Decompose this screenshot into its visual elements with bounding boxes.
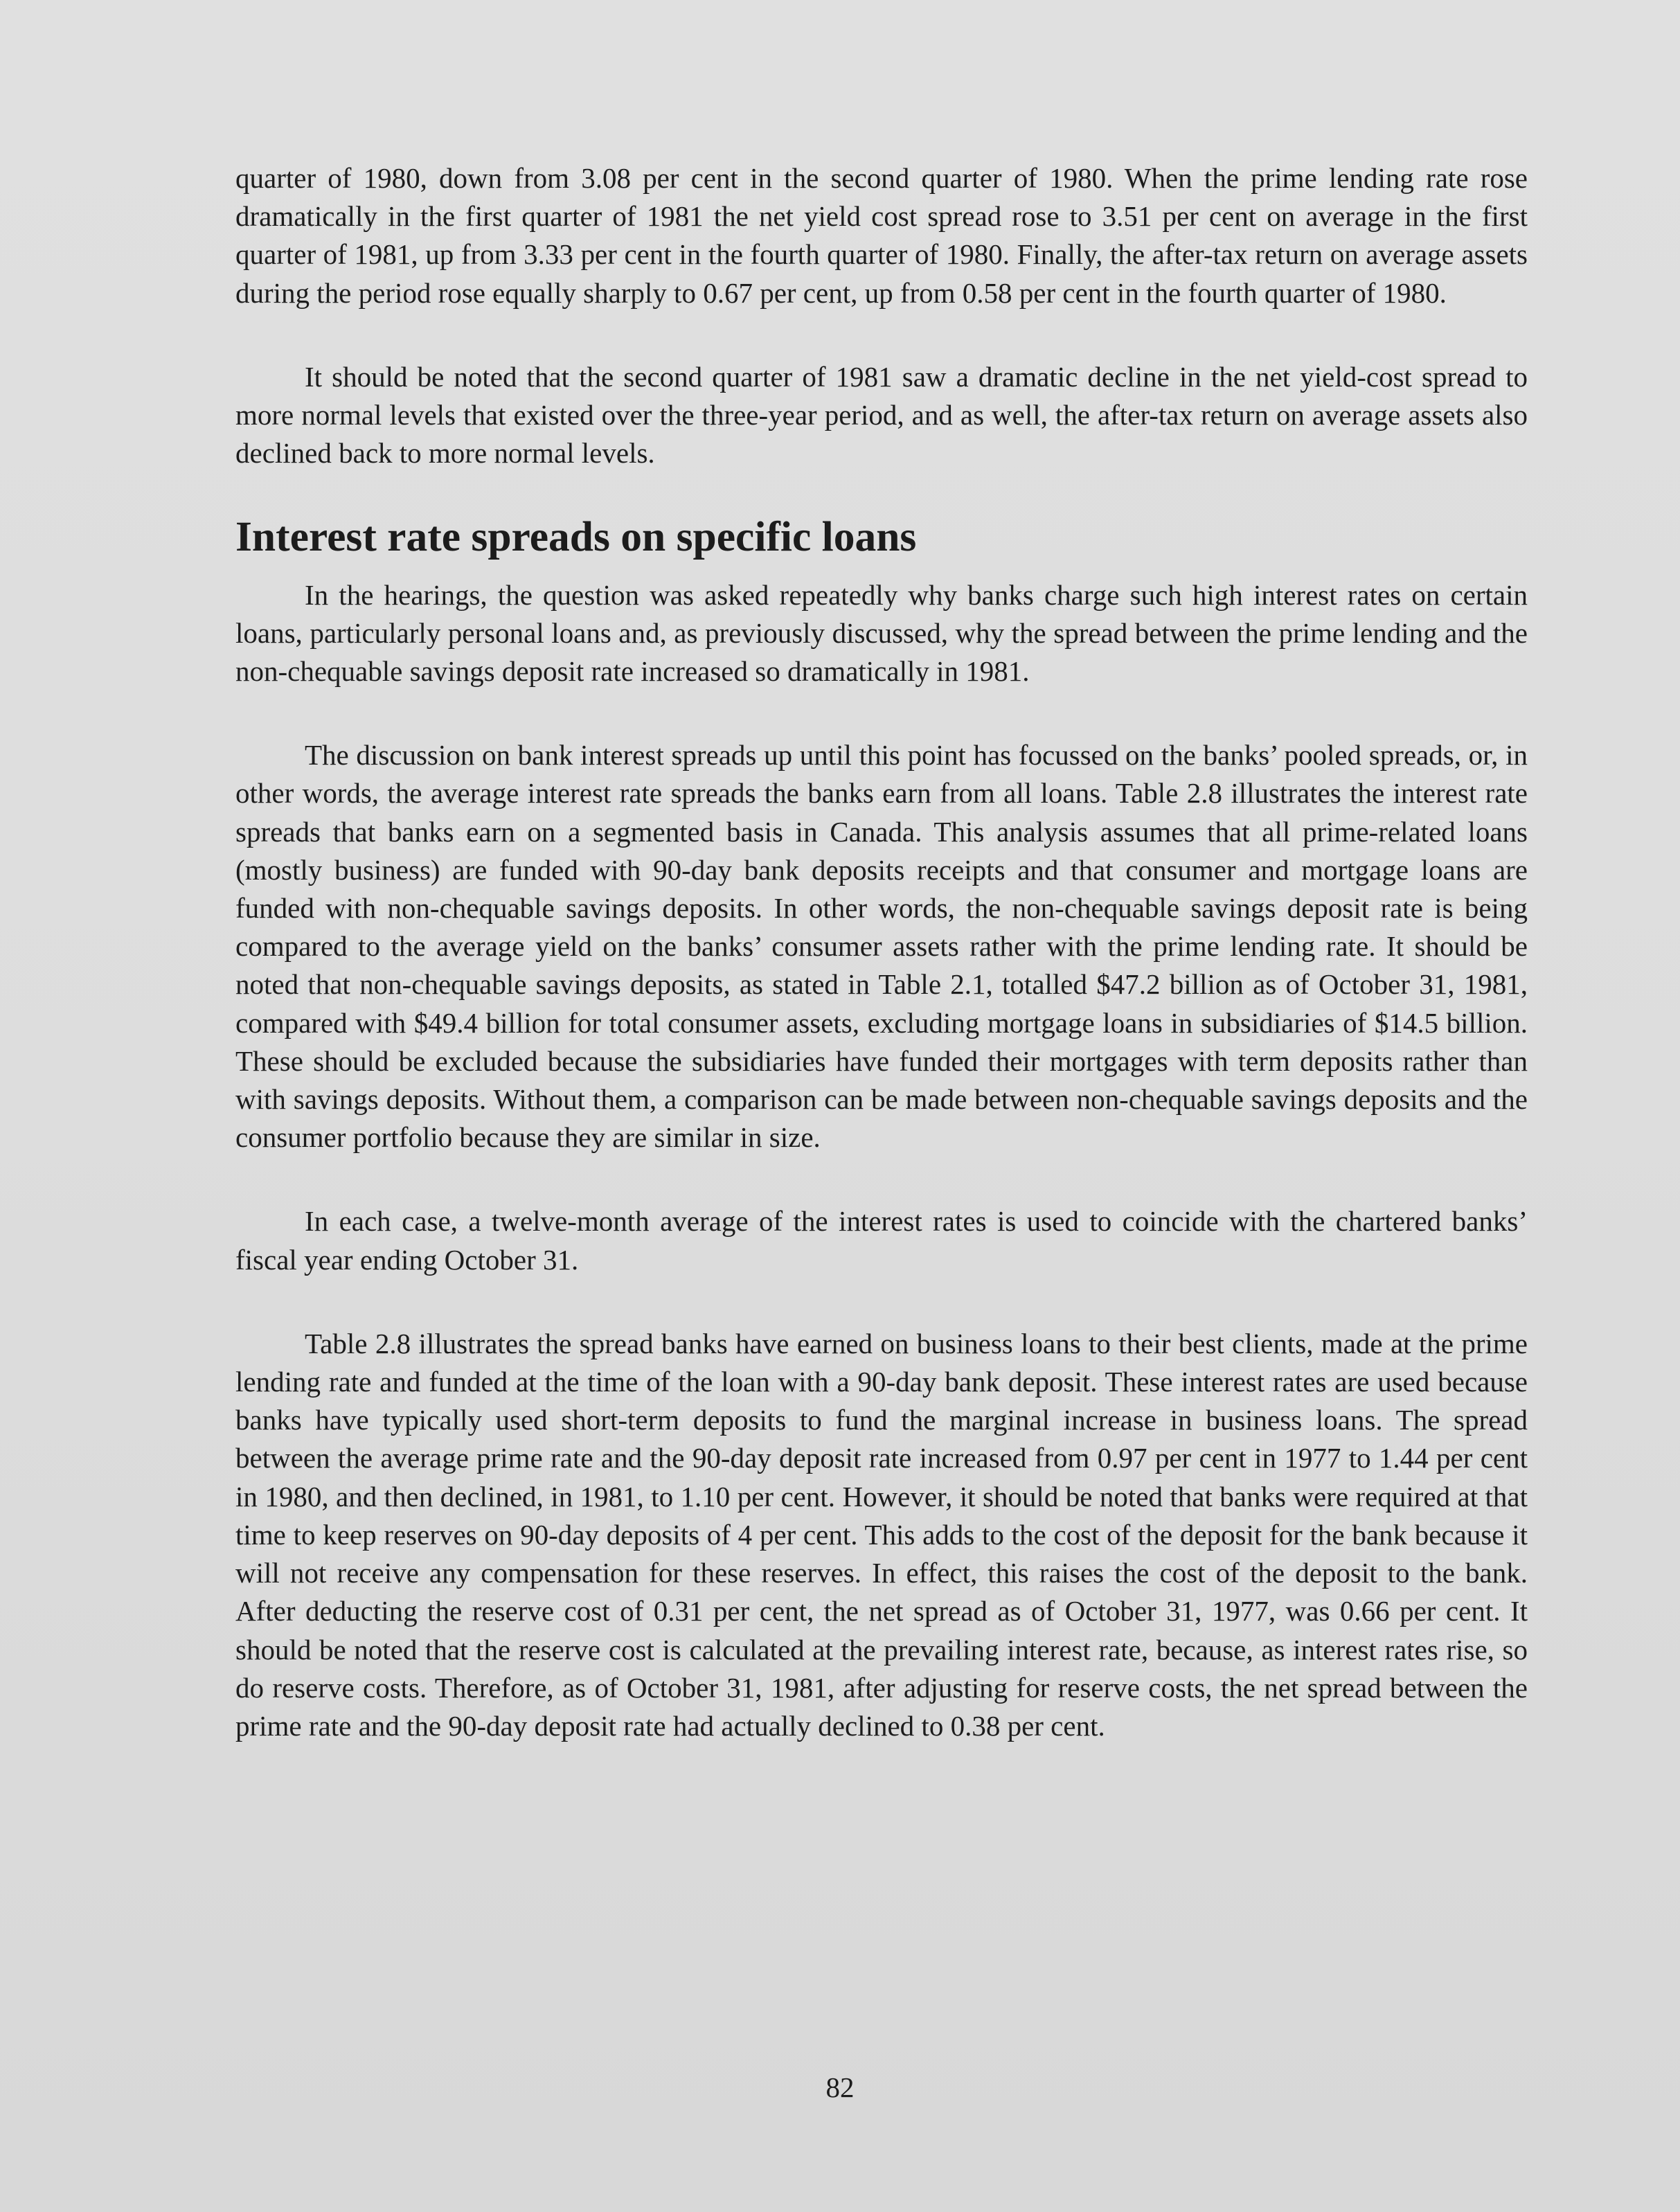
body-text bbox=[235, 159, 1528, 1745]
paragraph-continued: quarter of 1980, down from 3.08 per cent in the second quarter of 1980. When the prime lending rate rose dramatically in the first quarter of 1981 the net yield cost spread rose to 3.51 per cent on average in the first quarter of 1981, up from 3.33 per cent in the fourth quarter of 1980. Finally, the after-tax return on average assets during the period rose equally sharply to 0.67 per cent, up from 0.58 per cent in the fourth quarter of 1980. bbox=[235, 162, 1528, 309]
paragraph: In the hearings, the question was asked repeatedly why banks charge such high interest rates on certain loans, particularly personal loans and, as previously discussed, why the spread between the prime lending and the non-chequable savings deposit rate increased so dramatically in 1981. bbox=[235, 578, 1528, 688]
section-heading: Interest rate spreads on specific loans bbox=[235, 513, 917, 561]
paragraph: It should be noted that the second quarter of 1981 saw a dramatic decline in the net yield-cost spread to more normal levels that existed over the three-year period, and as well, the after-tax return on average assets also declined back to more normal levels. bbox=[235, 360, 1528, 470]
page-number: 82 bbox=[825, 2071, 855, 2103]
paragraph: In each case, a twelve-month average of the interest rates is used to coincide with the chartered banks’ fiscal year ending October 31. bbox=[235, 1205, 1528, 1276]
paragraph: The discussion on bank interest spreads up until this point has focussed on the banks’ pooled spreads, or, in other words, the average interest rate spreads the banks earn from all loans. Table 2.8 illustrates the interest rate spreads that banks earn on a segmented basis in Canada. This analysis assumes that all prime-related loans (mostly business) are funded with 90-day bank deposits receipts and that consumer and mortgage loans are funded with non-chequable savings deposits. In other words, the non-chequable savings deposit rate is being compared to the average yield on the banks’ consumer assets rather with the prime lending rate. It should be noted that non-chequable savings deposits, as stated in Table 2.1, totalled $47.2 billion as of October 31, 1981, compared with $49.4 billion for total consumer assets, excluding mortgage loans in subsidiaries of $14.5 billion. These should be excluded because the subsidiaries have funded their mortgages with term deposits rather than with savings deposits. Without them, a comparison can be made between non-chequable savings deposits and the consumer portfolio because they are similar in size. bbox=[235, 739, 1528, 1154]
paragraph: Table 2.8 illustrates the spread banks have earned on business loans to their best clients, made at the prime lending rate and funded at the time of the loan with a 90-day bank deposit. These interest rates are used because banks have typically used short-term deposits to fund the marginal increase in business loans. The spread between the average prime rate and the 90-day deposit rate increased from 0.97 per cent in 1977 to 1.44 per cent in 1980, and then declined, in 1981, to 1.10 per cent. However, it should be noted that banks were required at that time to keep reserves on 90-day deposits of 4 per cent. This adds to the cost of the deposit for the bank because it will not receive any compensation for these reserves. In effect, this raises the cost of the deposit to the bank. After deducting the reserve cost of 0.31 per cent, the net spread as of October 31, 1977, was 0.66 per cent. It should be noted that the reserve cost is calculated at the prevailing interest rate, because, as interest rates rise, so do reserve costs. Therefore, as of October 31, 1981, after adjusting for reserve costs, the net spread between the prime rate and the 90-day deposit rate had actually declined to 0.38 per cent. bbox=[235, 1327, 1528, 1742]
